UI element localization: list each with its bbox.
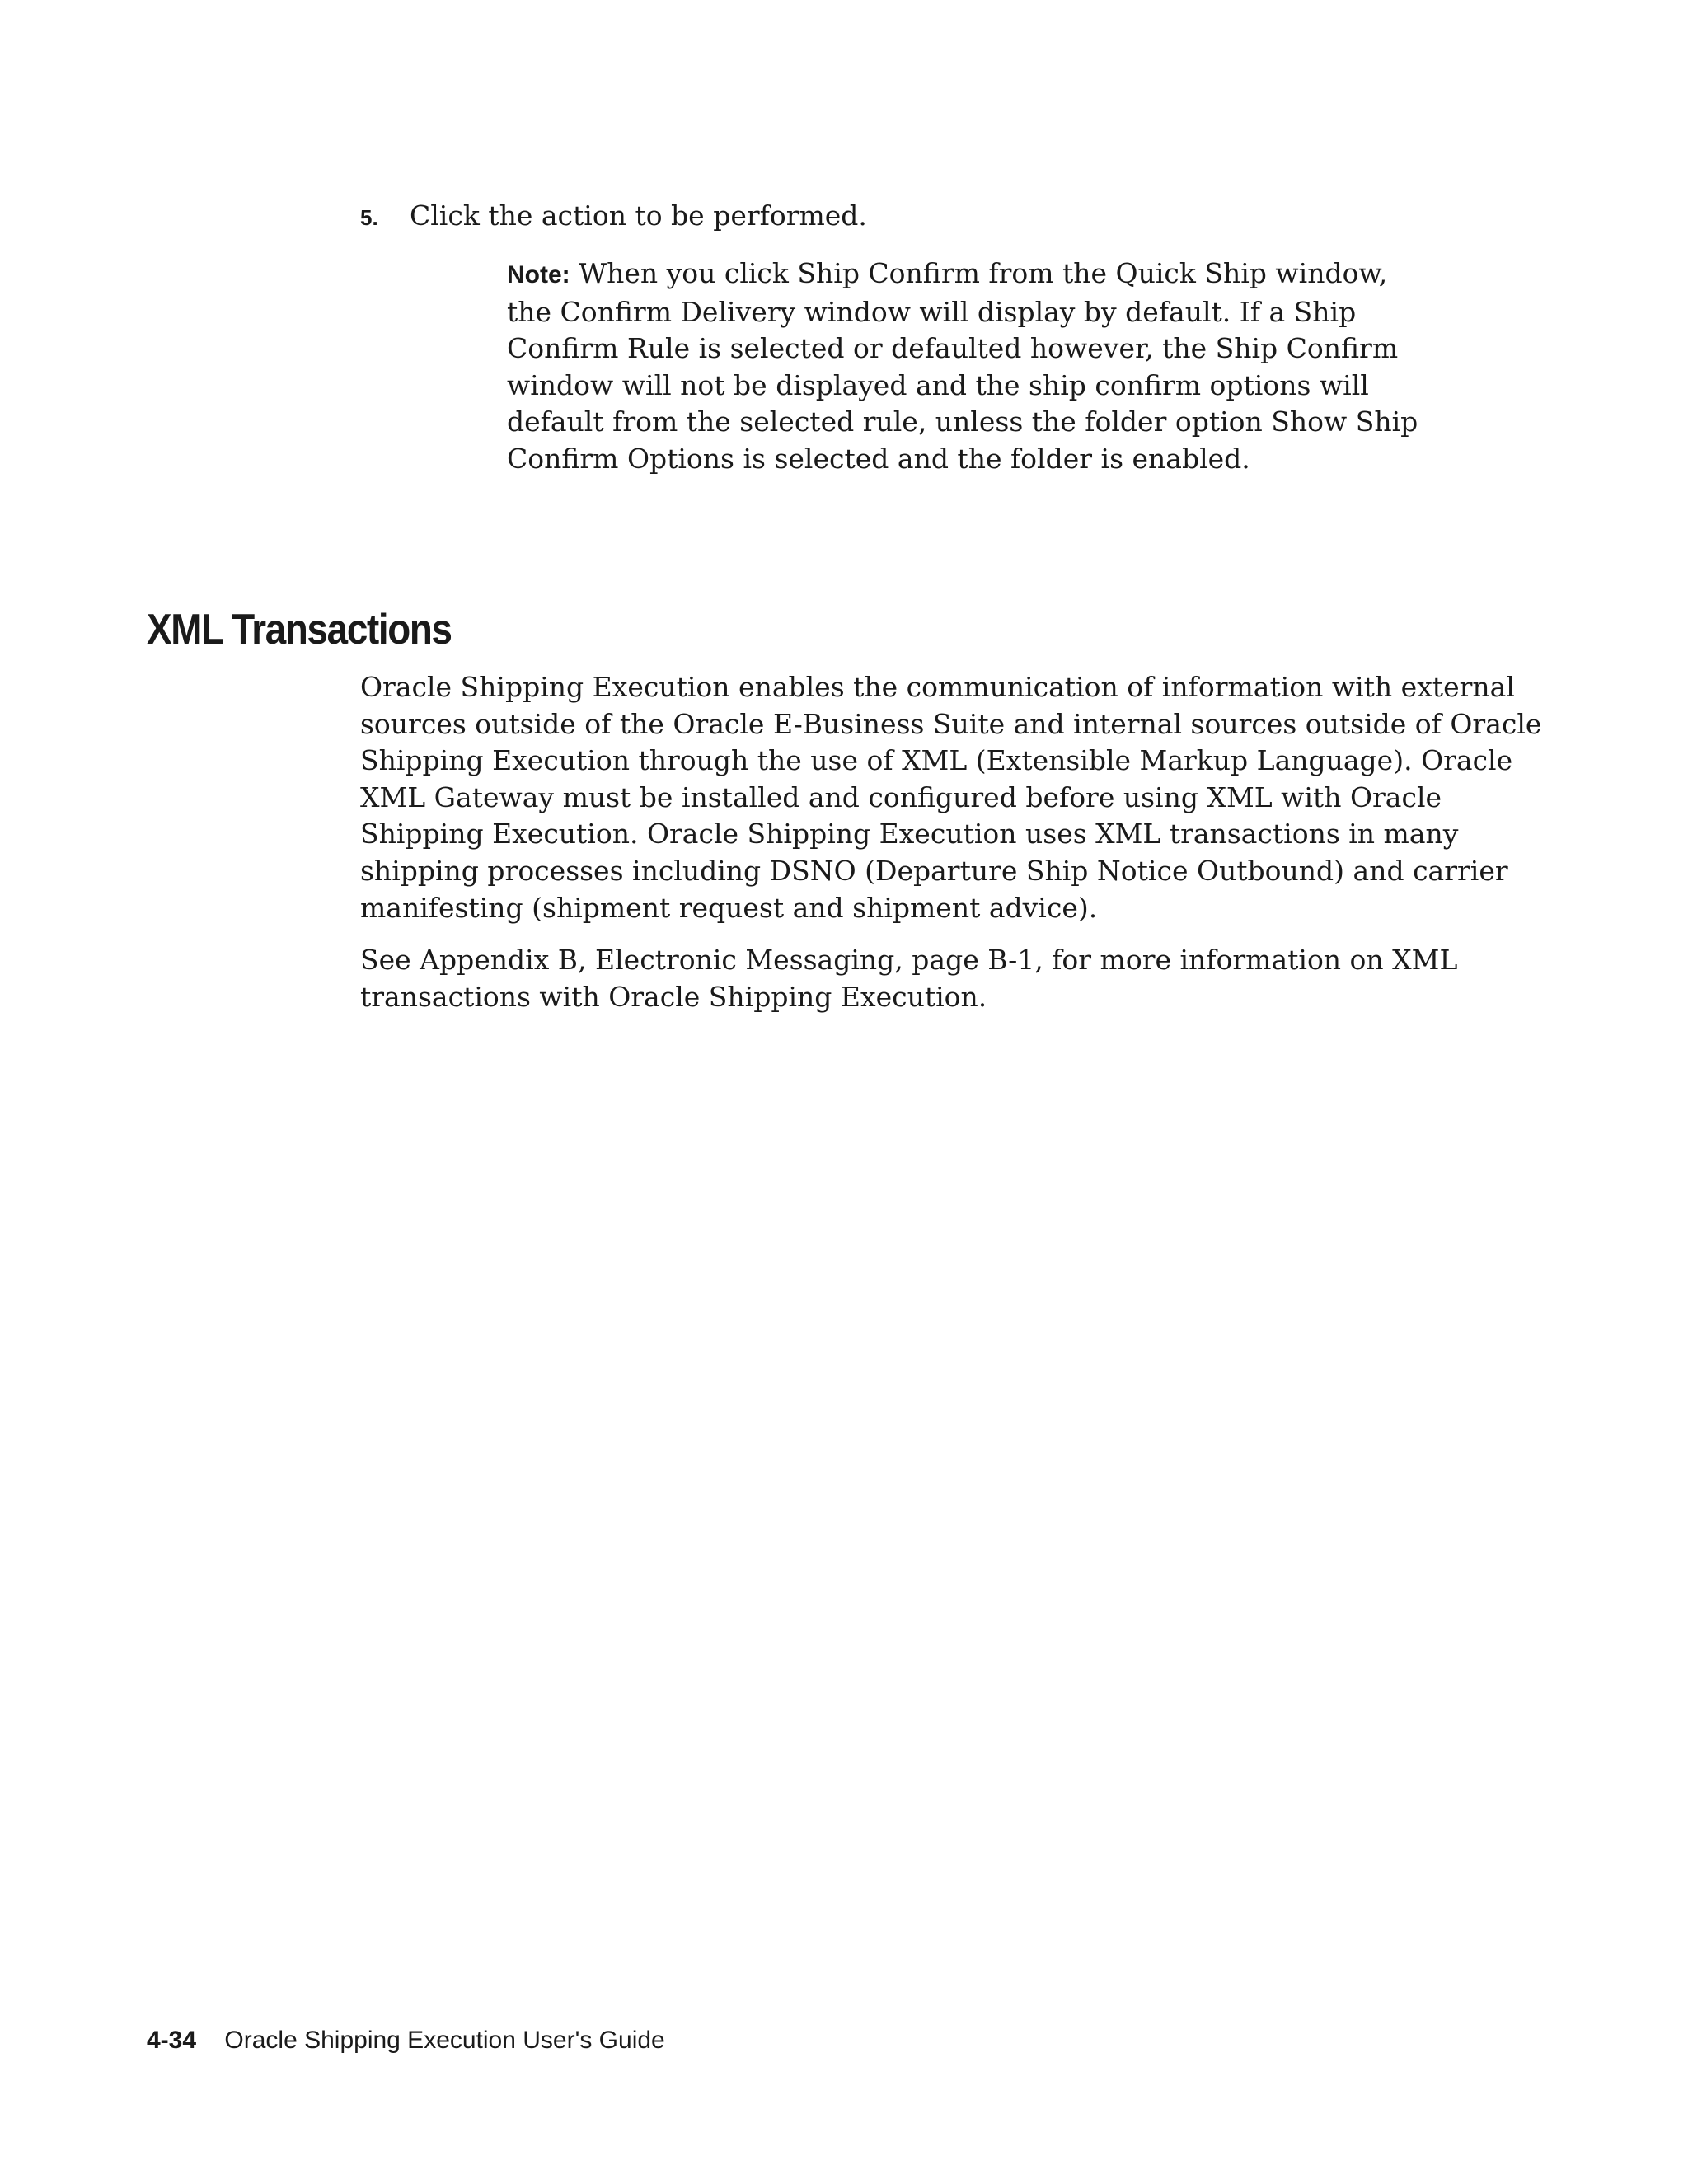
note-block — [507, 255, 1418, 478]
paragraph-line: transactions with Oracle Shipping Execution. — [360, 980, 987, 1013]
section-paragraph — [360, 669, 1542, 926]
paragraph-line: Oracle Shipping Execution enables the communication of information with external — [360, 671, 1515, 703]
footer-page-number: 4-34 — [147, 2027, 197, 2054]
note-line: the Confirm Delivery window will display by default. If a Ship — [507, 295, 1357, 328]
step-text: Click the action to be performed. — [410, 199, 867, 232]
page-footer — [147, 2026, 665, 2055]
footer-guide-title: Oracle Shipping Execution User's Guide — [224, 2027, 665, 2054]
section-title: XML Transactions — [147, 606, 452, 654]
note-line — [507, 255, 1388, 294]
paragraph-line: See Appendix B, Electronic Messaging, page B-1, for more information on XML — [360, 944, 1458, 976]
note-text: When you click Ship Confirm from the Quick Ship window, — [570, 257, 1388, 289]
paragraph-line: manifesting (shipment request and shipment advice). — [360, 891, 1098, 924]
note-label: Note: — [507, 261, 570, 288]
paragraph-line: Shipping Execution through the use of XML (Extensible Markup Language). Oracle — [360, 744, 1513, 777]
paragraph-line: shipping processes including DSNO (Departure Ship Notice Outbound) and carrier — [360, 854, 1508, 887]
section-paragraph-reference — [360, 942, 1458, 1015]
note-line: Confirm Options is selected and the folder is enabled. — [507, 442, 1250, 475]
paragraph-line: Shipping Execution. Oracle Shipping Execution uses XML transactions in many — [360, 818, 1459, 851]
step-number: 5. — [360, 205, 378, 230]
paragraph-line: XML Gateway must be installed and configured before using XML with Oracle — [360, 780, 1442, 813]
paragraph-line: sources outside of the Oracle E-Business Suite and internal sources outside of Oracle — [360, 707, 1542, 740]
note-line: Confirm Rule is selected or defaulted however, the Ship Confirm — [507, 332, 1399, 365]
note-line: default from the selected rule, unless the folder option Show Ship — [507, 405, 1418, 438]
note-line: window will not be displayed and the ship confirm options will — [507, 368, 1369, 401]
